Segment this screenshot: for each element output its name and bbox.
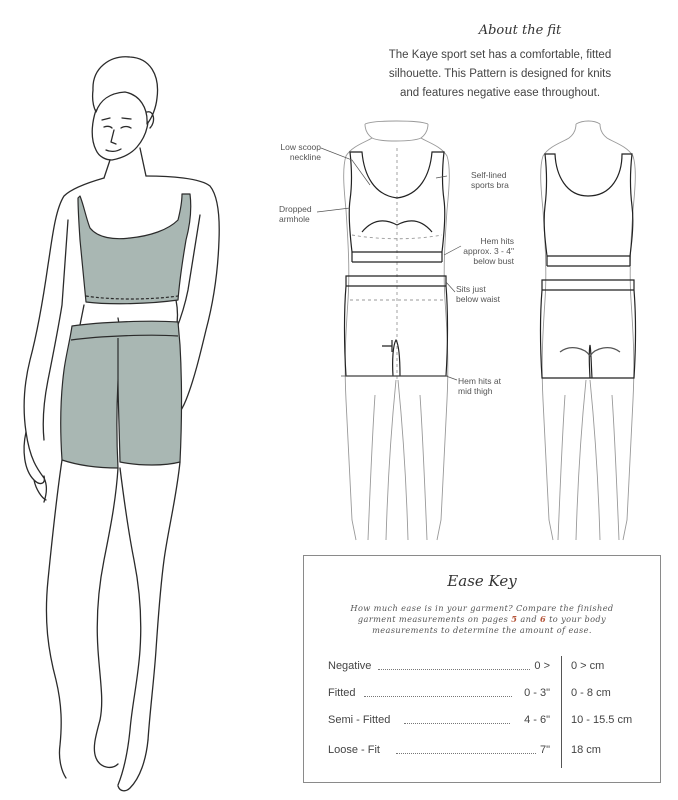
ease-row-inches: 4 - 6" <box>524 714 550 726</box>
front-dress-form <box>344 121 450 540</box>
callout-text: Low scoop <box>280 142 321 152</box>
model-sports-bra <box>78 194 191 304</box>
ease-row-cm: 18 cm <box>571 744 601 756</box>
callout-text: armhole <box>279 214 310 224</box>
about-fit-line: and features negative ease throughout. <box>399 87 601 99</box>
ease-row-name: Loose - Fit <box>328 744 380 756</box>
ease-desc-line: measurements to determine the amount of ease. <box>372 625 592 635</box>
ease-desc-line: How much ease is in your garment? Compare the finished <box>350 603 614 613</box>
callout-text: sports bra <box>471 180 509 190</box>
callout-waist <box>456 284 500 304</box>
callout-text: Hem hits <box>480 236 514 246</box>
callout-text: below bust <box>473 256 514 266</box>
callout-text: mid thigh <box>458 386 493 396</box>
back-shorts-flat <box>541 280 636 378</box>
about-fit-description <box>355 46 645 103</box>
callout-sports-bra <box>471 170 509 190</box>
callout-neckline <box>279 142 321 162</box>
callout-text: Dropped <box>279 204 312 214</box>
ease-key-box <box>303 555 661 783</box>
ease-row-inches: 0 - 3" <box>524 687 550 699</box>
ease-row-name: Semi - Fitted <box>328 714 391 726</box>
ease-desc-text: and <box>517 614 540 624</box>
ease-desc-line <box>334 614 630 625</box>
ease-row-inches: 0 > <box>534 660 550 672</box>
back-dress-form <box>541 121 636 540</box>
callout-hem-bust <box>462 236 514 266</box>
callout-mid-thigh <box>458 376 501 396</box>
callout-armhole <box>279 204 321 224</box>
about-fit-line: silhouette. This Pattern is designed for knits <box>388 68 612 80</box>
ease-key-divider <box>561 656 562 768</box>
callout-text: approx. 3 - 4" <box>463 246 514 256</box>
callout-text: below waist <box>456 294 500 304</box>
back-bra-flat <box>544 154 633 266</box>
ease-desc-text: to your body <box>546 614 607 624</box>
callout-text: Sits just <box>456 284 486 294</box>
callout-text: Hem hits at <box>458 376 501 386</box>
ease-desc-text: garment measurements on pages <box>357 614 512 624</box>
callout-text: neckline <box>289 152 321 162</box>
page-number: 5 <box>511 614 518 624</box>
front-shorts-flat <box>341 276 448 376</box>
ease-row-inches: 7" <box>539 744 550 756</box>
ease-key-description <box>334 603 630 636</box>
ease-row-name: Fitted <box>328 687 356 699</box>
callout-leaders <box>317 148 461 380</box>
about-fit-title: About the fit <box>478 23 562 38</box>
ease-row-cm: 0 - 8 cm <box>571 687 611 699</box>
ease-key-title: Ease Key <box>447 572 517 590</box>
ease-row-cm: 0 > cm <box>571 660 605 672</box>
model-shorts <box>61 321 182 468</box>
callout-text: Self-lined <box>471 170 507 180</box>
ease-row-cm: 10 - 15.5 cm <box>571 714 633 726</box>
about-fit-line: The Kaye sport set has a comfortable, fitted <box>388 49 612 61</box>
page-number: 6 <box>539 614 547 624</box>
ease-row-name: Negative <box>328 660 372 672</box>
